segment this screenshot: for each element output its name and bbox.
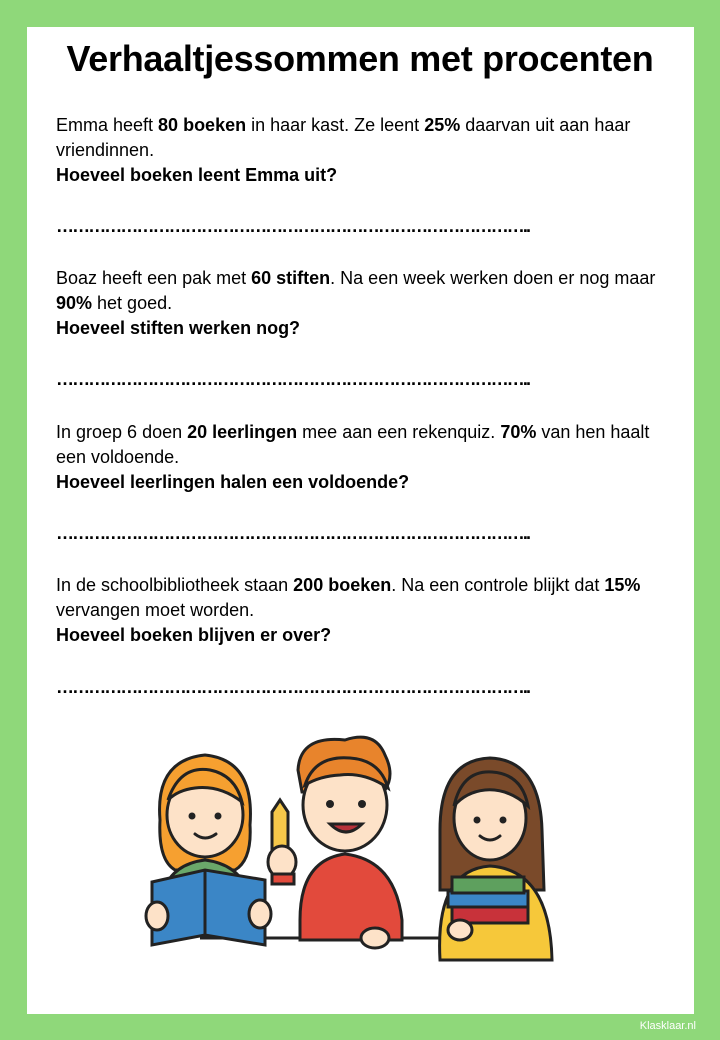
footer-brand: Klasklaar.nl [639, 1020, 696, 1032]
children-reading-illustration [140, 730, 580, 970]
question-text: Boaz heeft een pak met 60 stiften. Na een week werken doen er nog maar 90% het goed. [56, 268, 656, 313]
question-text: In groep 6 doen 20 leerlingen mee aan een rekenquiz. 70% van hen haalt een voldoende. [56, 422, 650, 467]
question-prompt: Hoeveel boeken blijven er over? [56, 625, 332, 645]
question-2 [56, 266, 656, 341]
question-4 [56, 573, 656, 648]
page-title: Verhaaltjessommen met procenten [66, 38, 654, 79]
answer-line-4[interactable]: …………………………………………………………………………….. [56, 677, 530, 697]
question-1 [56, 113, 656, 188]
answer-line-1[interactable]: …………………………………………………………………………….. [56, 216, 530, 236]
question-text: In de schoolbibliotheek staan 200 boeken. Na een controle blijkt dat 15% vervangen moet worden. [56, 575, 641, 620]
question-3 [56, 420, 656, 495]
answer-line-3[interactable]: …………………………………………………………………………….. [56, 523, 530, 543]
boy-with-pencil-icon [268, 737, 402, 948]
question-prompt: Hoeveel boeken leent Emma uit? [56, 165, 338, 185]
question-prompt: Hoeveel stiften werken nog? [56, 318, 301, 338]
answer-line-2[interactable]: …………………………………………………………………………….. [56, 369, 530, 389]
girl-with-books-icon [440, 758, 552, 960]
question-prompt: Hoeveel leerlingen halen een voldoende? [56, 472, 410, 492]
question-text: Emma heeft 80 boeken in haar kast. Ze leent 25% daarvan uit aan haar vriendinnen. [56, 115, 631, 160]
girl-with-book-icon [146, 755, 271, 945]
